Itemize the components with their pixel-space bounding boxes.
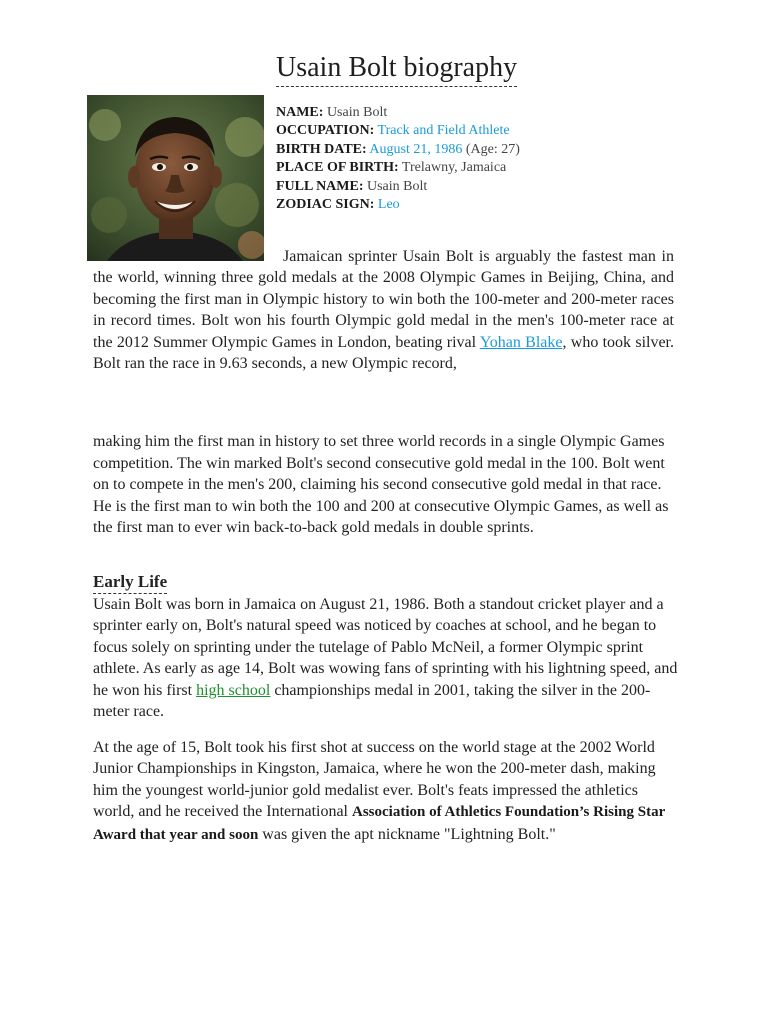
- name-value: Usain Bolt: [326, 105, 388, 120]
- junior-championships-paragraph: [93, 737, 683, 846]
- junior-text-start: At the age of 15, Bolt took his first shot at success on the world stage at the 2002 World Junior Championships in Kingston, Jamaica, where he won the 200-meter dash, making him the youngest world-junior gold medalist ever. Bolt's feats impressed the athletics world, and he received the International: [93, 739, 656, 821]
- zodiac-link[interactable]: Leo: [377, 197, 400, 213]
- full-name-value: Usain Bolt: [367, 178, 428, 194]
- junior-text-end: was given the apt nickname "Lightning Bolt.": [258, 825, 556, 843]
- intro-text-start: Jamaican sprinter Usain Bolt is arguably the fastest man in the world, winning three gold medals at the 2008 Olympic Games in Beijing, China, and becoming the first man in Olympic history to win both the 100-meter and 200-meter races in record times. Bolt won his fourth Olympic gold medal in the men's 100-meter race at the 2012 Summer Olympic Games in London, beating rival: [93, 248, 674, 351]
- high-school-link[interactable]: high school: [196, 681, 271, 699]
- birth-date-label: BIRTH DATE:: [276, 141, 367, 157]
- biography-info-list: [276, 104, 520, 214]
- place-of-birth-value: Trelawny, Jamaica: [401, 160, 507, 176]
- occupation-label: OCCUPATION:: [276, 123, 375, 139]
- birth-date-link[interactable]: August 21, 1986: [369, 141, 463, 157]
- zodiac-label: ZODIAC SIGN:: [276, 197, 375, 213]
- yohan-blake-link[interactable]: Yohan Blake: [479, 333, 563, 351]
- early-life-text-start: Usain Bolt was born in Jamaica on August 21, 1986. Both a standout cricket player and a sprinter early on, Bolt's natural speed was noticed by coaches at school, and he began to focus solely on sprinting under the tutelage of Pablo McNeil, a former Olympic sprint athlete. As early as age 14, Bolt was wowing fans of sprinting with his lightning speed, and he won his first: [93, 596, 678, 699]
- info-row-full-name: [276, 178, 520, 196]
- info-row-zodiac: [276, 196, 520, 214]
- rising-star-award-text: Association of Athletics Foundation’s Rising Star Award that year and soon: [93, 804, 665, 843]
- early-life-text-end: championships medal in 2001, taking the silver in the 200-meter race.: [93, 681, 651, 721]
- info-row-birth-date: [276, 141, 520, 159]
- full-name-label: FULL NAME:: [276, 178, 364, 194]
- name-label: NAME:: [276, 105, 324, 120]
- page-title: Usain Bolt biography: [276, 50, 517, 87]
- early-life-heading: Early Life: [93, 571, 167, 594]
- athlete-portrait-photo: [87, 95, 264, 261]
- place-of-birth-label: PLACE OF BIRTH:: [276, 160, 399, 176]
- info-row-occupation: [276, 122, 520, 140]
- intro-paragraph: [93, 246, 674, 374]
- world-records-paragraph: making him the first man in history to set three world records in a single Olympic Games competition. The win marked Bolt's second consecutive gold medal in the 100. Bolt went on to compete in the men's 200, claiming his second consecutive gold medal in that race. He is the first man to win both the 100 and 200 at consecutive Olympic Games, as well as the first man to ever win back-to-back gold medals in double sprints.: [93, 433, 669, 537]
- early-life-paragraph: [93, 594, 683, 722]
- occupation-link[interactable]: Track and Field Athlete: [377, 123, 510, 139]
- info-row-place-of-birth: [276, 159, 520, 177]
- age-value: (Age: 27): [465, 141, 520, 157]
- info-row-name: [276, 104, 520, 122]
- intro-text-end: , who took silver. Bolt ran the race in 9.63 seconds, a new Olympic record,: [93, 333, 675, 373]
